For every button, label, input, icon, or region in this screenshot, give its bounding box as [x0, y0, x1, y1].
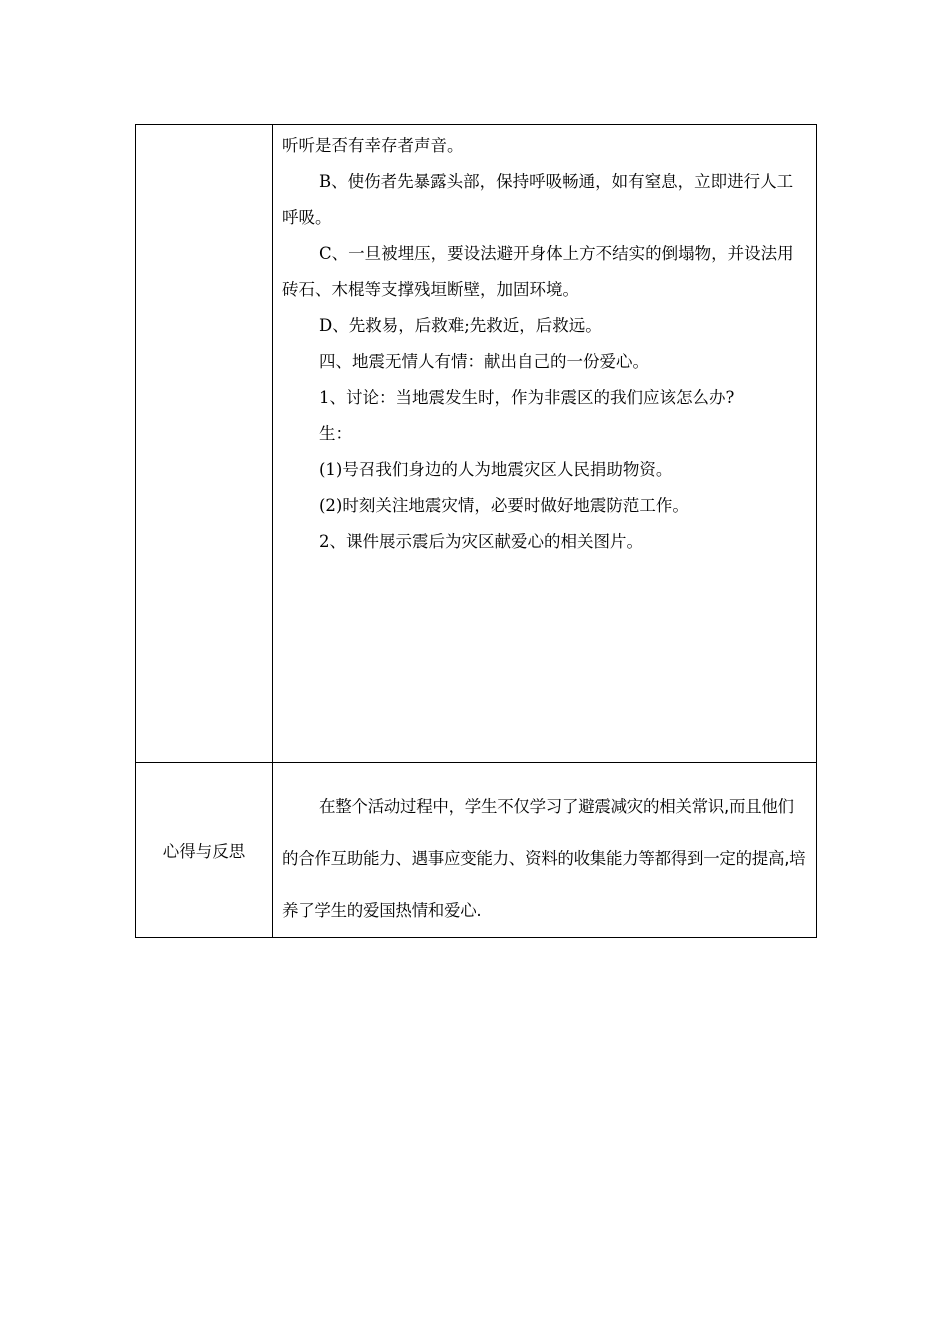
table-row-activity [136, 125, 817, 763]
reflection-content-cell [273, 763, 817, 938]
paragraph-answer-2: (2)时刻关注地震灾情，必要时做好地震防范工作。 [319, 496, 689, 515]
lesson-table [135, 124, 817, 938]
section-heading-four: 四、地震无情人有情：献出自己的一份爱心。 [319, 352, 649, 371]
table-row-reflection [136, 763, 817, 938]
reflection-label: 心得与反思 [162, 842, 246, 861]
paragraph-d: D、先救易，后救难;先救近，后救远。 [319, 316, 602, 335]
paragraph-b: B、使伤者先暴露头部，保持呼吸畅通，如有窒息，立即进行人工呼吸。 [282, 172, 794, 227]
activity-label-cell [136, 125, 273, 763]
activity-content-cell [273, 125, 817, 763]
paragraph-c: C、一旦被埋压，要设法避开身体上方不结实的倒塌物，并设法用砖石、木棍等支撑残垣断壁，加固环境。 [282, 244, 794, 299]
paragraph-discussion: 1、讨论：当地震发生时，作为非震区的我们应该怎么办? [319, 388, 735, 407]
paragraph-student: 生： [319, 424, 352, 443]
reflection-text: 在整个活动过程中，学生不仅学习了避震减灾的相关常识,而且他们的合作互助能力、遇事应变能力、资料的收集能力等都得到一定的提高,培养了学生的爱国热情和爱心. [282, 797, 806, 920]
paragraph-answer-1: (1)号召我们身边的人为地震灾区人民捐助物资。 [319, 460, 673, 479]
paragraph-courseware: 2、课件展示震后为灾区献爱心的相关图片。 [319, 532, 643, 551]
activity-content [273, 125, 816, 560]
reflection-label-cell [136, 763, 273, 938]
paragraph-continuation: 听听是否有幸存者声音。 [282, 136, 464, 155]
